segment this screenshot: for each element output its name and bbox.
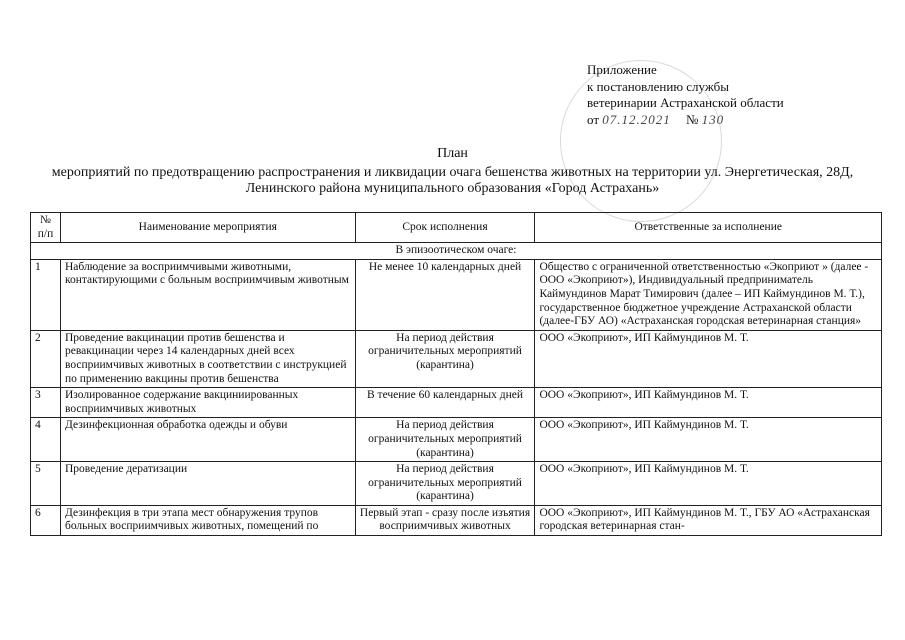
section-label: В эпизоотическом очаге:	[31, 243, 882, 260]
row-name: Дезинфекционная обработка одежды и обуви	[60, 418, 355, 462]
row-num: 6	[31, 505, 61, 535]
row-term: Первый этап - сразу после изъятия восприимчивых животных	[355, 505, 535, 535]
plan-title: План	[437, 146, 468, 161]
plan-subtitle: мероприятий по предотвращению распространения и ликвидации очага бешенства животных на территории ул. Энергетическая, 28Д, Ленинского района муниципального образования «Город Астрахань»	[51, 165, 854, 196]
row-term: На период действия ограничительных мероприятий (карантина)	[355, 330, 535, 387]
table-row	[31, 388, 882, 418]
row-responsible: ООО «Экоприют», ИП Каймундинов М. Т., ГБУ АО «Астраханская городская ветеринарная стан-	[535, 505, 882, 535]
header-responsible: Ответственные за исполнение	[535, 213, 882, 243]
row-responsible: ООО «Экоприют», ИП Каймундинов М. Т.	[535, 388, 882, 418]
table-row	[31, 418, 882, 462]
number-label: №	[686, 111, 699, 127]
row-num: 2	[31, 330, 61, 387]
table-row	[31, 462, 882, 506]
table-row	[31, 330, 882, 387]
header-term: Срок исполнения	[355, 213, 535, 243]
handwritten-date: 07.12.2021	[602, 111, 671, 127]
header-name: Наименование мероприятия	[60, 213, 355, 243]
table-row	[31, 505, 882, 535]
appendix-block	[587, 62, 847, 128]
appendix-line-4	[587, 112, 847, 129]
row-responsible: ООО «Экоприют», ИП Каймундинов М. Т.	[535, 418, 882, 462]
header-num: № п/п	[31, 213, 61, 243]
row-name: Проведение дератизации	[60, 462, 355, 506]
row-term: На период действия ограничительных мероприятий (карантина)	[355, 418, 535, 462]
row-term: В течение 60 календарных дней	[355, 388, 535, 418]
section-row	[31, 243, 882, 260]
row-name: Изолированное содержание вакциниированных восприимчивых животных	[60, 388, 355, 418]
appendix-line-1: Приложение	[587, 62, 657, 77]
row-responsible: ООО «Экоприют», ИП Каймундинов М. Т.	[535, 330, 882, 387]
row-name: Дезинфекция в три этапа мест обнаружения трупов больных восприимчивых животных, помещений по	[60, 505, 355, 535]
table-header-row	[31, 213, 882, 243]
handwritten-number: 130	[701, 111, 725, 127]
table-row	[31, 259, 882, 330]
row-term: Не менее 10 календарных дней	[355, 259, 535, 330]
appendix-line-2: к постановлению службы	[587, 78, 730, 94]
row-name: Проведение вакцинации против бешенства и ревакцинации через 14 календарных дней всех восприимчивых животных в соответствии с инструкцией по применению вакцины против бешенства	[60, 330, 355, 387]
from-label: от	[587, 111, 600, 127]
row-num: 3	[31, 388, 61, 418]
row-num: 5	[31, 462, 61, 506]
appendix-line-3: ветеринарии Астраханской области	[587, 95, 784, 110]
plan-table	[30, 212, 882, 536]
row-responsible: ООО «Экоприют», ИП Каймундинов М. Т.	[535, 462, 882, 506]
row-term: На период действия ограничительных мероприятий (карантина)	[355, 462, 535, 506]
row-responsible: Общество с ограниченной ответственностью «Экоприют » (далее - ООО «Экоприют»), Индивидуальный предприниматель Каймундинов Марат Тимирович (далее – ИП Каймундинов М. Т.), государственное бюджетное учреждение Астраханской области (далее-ГБУ АО) «Астраханская городская ветеринарная станция»	[535, 259, 882, 330]
row-num: 4	[31, 418, 61, 462]
row-name: Наблюдение за восприимчивыми животными, контактирующими с больным восприимчивым животным	[60, 259, 355, 330]
row-num: 1	[31, 259, 61, 330]
